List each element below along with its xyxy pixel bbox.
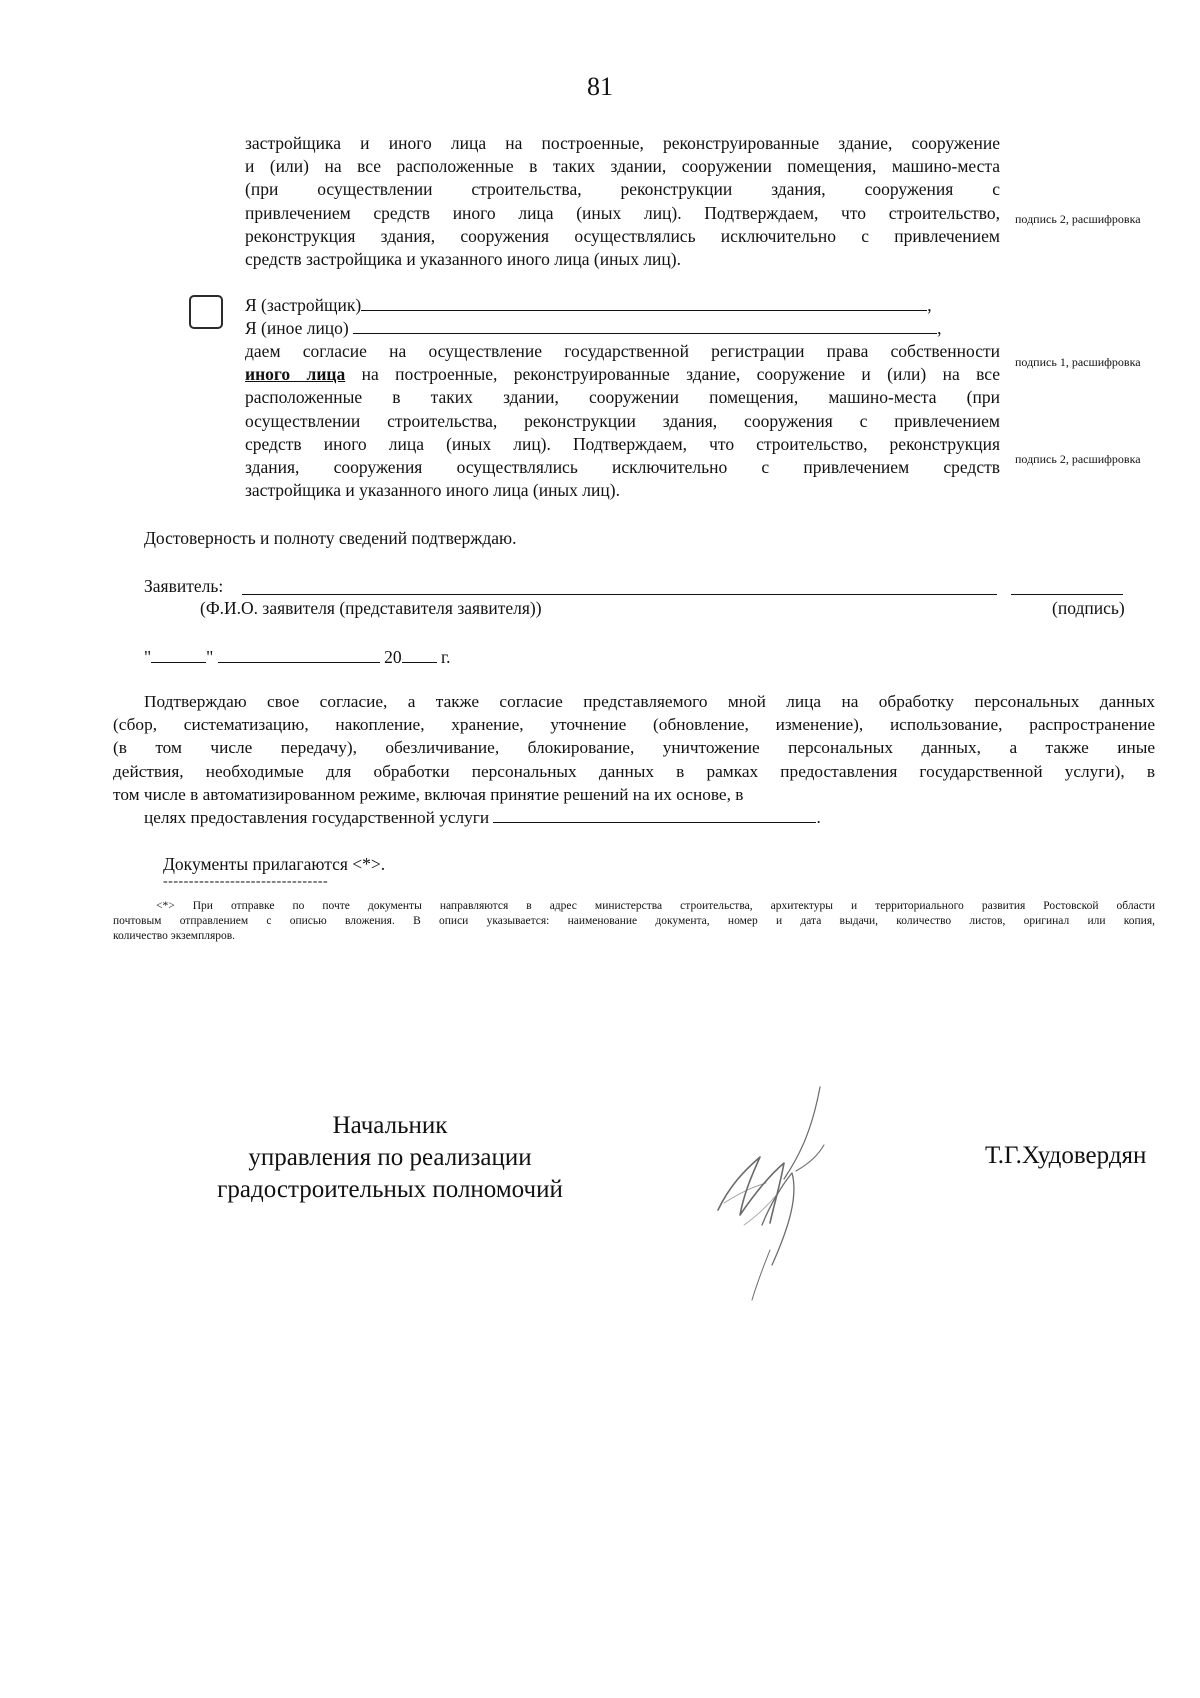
attachments-statement: Документы прилагаются <*>.	[163, 854, 386, 874]
year-suffix: г.	[440, 647, 451, 667]
text-line	[113, 806, 1155, 829]
other-person-emphasis: иного лица	[245, 364, 346, 385]
developer-row	[245, 294, 965, 316]
handwritten-signature	[700, 1075, 850, 1305]
footnote	[113, 899, 1155, 944]
period: .	[816, 808, 821, 828]
signature-note-1: подпись 1, расшифровка	[1015, 355, 1141, 369]
applicant-name-field[interactable]	[242, 594, 997, 595]
text-line: (в том числе передачу), обезличивание, блокирование, уничтожение персональных данных, а также иные	[113, 738, 1155, 758]
applicant-signature-caption: (подпись)	[1052, 598, 1125, 618]
other-person-name-field[interactable]	[353, 317, 937, 334]
position-line: Начальник	[332, 1112, 448, 1139]
date-day-field[interactable]	[151, 646, 206, 663]
text-line: застройщика и указанного иного лица (иных лиц).	[245, 480, 620, 501]
personal-data-consent	[113, 690, 1155, 829]
developer-name-field[interactable]	[361, 294, 927, 311]
text-line: Подтверждаю свое согласие, а также согласие представляемого мной лица на обработку персональных данных	[144, 692, 1155, 711]
consent-block-2-text	[245, 340, 1000, 502]
consent-checkbox[interactable]	[189, 295, 223, 329]
other-person-row	[245, 317, 965, 339]
text-line: том числе в автоматизированном режиме, включая принятие решений на их основе, в	[113, 784, 744, 804]
signature-note-2: подпись 2, расшифровка	[1015, 452, 1141, 466]
comma: ,	[937, 318, 942, 338]
footnote-line: количество экземпляров.	[113, 930, 236, 942]
footnote-line: <*> При отправке по почте документы направляются в адрес министерства строительства, архитектуры и территориального развития Ростовской области	[156, 900, 1155, 912]
footnote-line: почтовым отправлением с описью вложения. В описи указывается: наименование документа, номер и дата выдачи, количество листов, оригинал или копия,	[113, 915, 1155, 927]
developer-label: Я (застройщик)	[245, 295, 362, 315]
comma: ,	[927, 295, 932, 315]
service-name-field[interactable]	[493, 806, 816, 823]
year-prefix: 20	[384, 647, 402, 667]
other-person-label: Я (иное лицо)	[245, 318, 349, 338]
applicant-name-caption: (Ф.И.О. заявителя (представителя заявителя))	[200, 598, 542, 618]
applicant-label: Заявитель:	[144, 576, 224, 596]
text-line: расположенные в таких здании, сооружении помещения, машино-места (при	[245, 387, 1000, 408]
text-line: застройщика и иного лица на построенные, реконструированные здание, сооружение	[245, 133, 1000, 153]
text-fragment: на построенные, реконструированные здание, сооружение и (или) на все	[345, 364, 1000, 385]
text-line: привлечением средств иного лица (иных лиц). Подтверждаем, что строительство,	[245, 202, 1000, 223]
text-line: и (или) на все расположенные в таких здании, сооружении помещения, машино-места	[245, 156, 1000, 177]
position-line: градостроительных полномочий	[217, 1176, 563, 1203]
quote-mark: "	[206, 647, 214, 667]
consent-block-1-text	[245, 132, 1000, 271]
applicant-signature-field[interactable]	[1011, 594, 1123, 595]
date-row	[144, 646, 451, 668]
date-year-field[interactable]	[402, 646, 437, 663]
position-line: управления по реализации	[248, 1144, 532, 1171]
text-line: (сбор, систематизацию, накопление, хранение, уточнение (обновление, изменение), использование, распространение	[113, 715, 1155, 735]
footnote-separator: --------------------------------	[163, 874, 329, 889]
quote-mark: "	[144, 647, 152, 667]
text-line: осуществлении строительства, реконструкции здания, сооружения с привлечением	[245, 410, 1000, 431]
text-line: здания, сооружения осуществлялись исключительно с привлечением средств	[245, 457, 1000, 478]
confirmation-statement: Достоверность и полноту сведений подтверждаю.	[144, 528, 517, 548]
text-line	[245, 363, 1000, 386]
date-month-field[interactable]	[218, 646, 380, 663]
signature-note-2: подпись 2, расшифровка	[1015, 212, 1141, 226]
signer-position	[170, 1110, 610, 1206]
text-line: средств застройщика и указанного иного лица (иных лиц).	[245, 249, 681, 270]
text-line: даем согласие на осуществление государственной регистрации права собственности	[245, 341, 1000, 361]
text-fragment: целях предоставления государственной услуги	[144, 808, 490, 828]
text-line: реконструкция здания, сооружения осуществлялись исключительно с привлечением	[245, 225, 1000, 246]
signer-name: Т.Г.Худовердян	[985, 1142, 1147, 1169]
page-number: 81	[587, 72, 613, 101]
text-line: средств иного лица (иных лиц). Подтверждаем, что строительство, реконструкция	[245, 433, 1000, 454]
text-line: действия, необходимые для обработки персональных данных в рамках предоставления государственной услуги), в	[113, 761, 1155, 781]
text-line: (при осуществлении строительства, реконструкции здания, сооружения с	[245, 179, 1000, 200]
